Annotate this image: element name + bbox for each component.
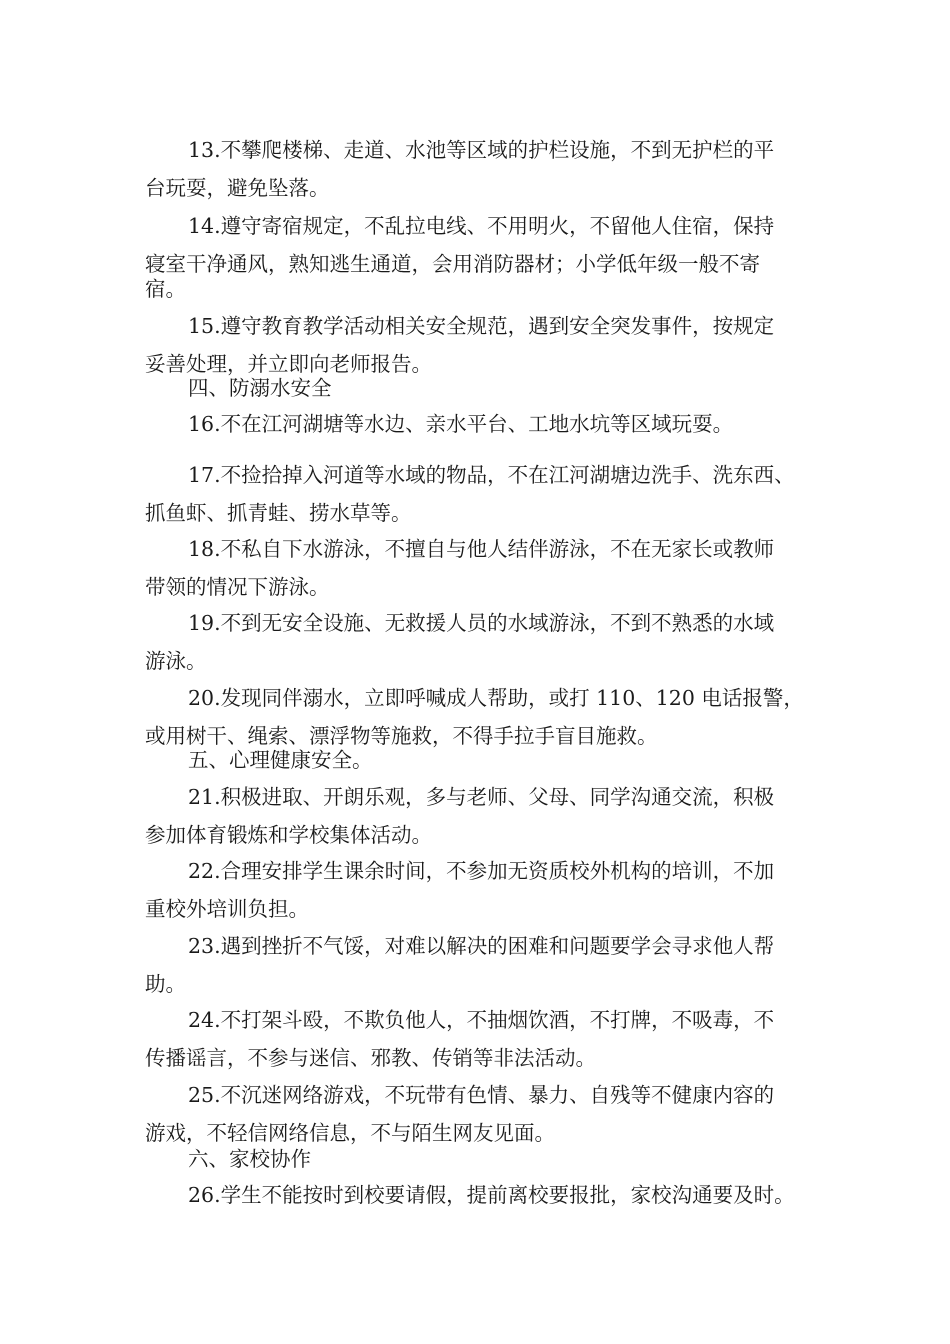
section-heading-drowning: 四、防溺水安全 — [188, 376, 332, 400]
rule-24-line-1: 24.不打架斗殴，不欺负他人，不抽烟饮酒，不打牌，不吸毒，不 — [188, 1008, 775, 1032]
rule-15-line-1: 15.遵守教育教学活动相关安全规范，遇到安全突发事件，按规定 — [188, 314, 775, 338]
rule-20-line-2: 或用树干、绳索、漂浮物等施救，不得手拉手盲目施救。 — [145, 724, 658, 748]
rule-21-line-1: 21.积极进取、开朗乐观，多与老师、父母、同学沟通交流，积极 — [188, 785, 775, 809]
rule-15-line-2: 妥善处理，并立即向老师报告。 — [145, 352, 432, 376]
rule-22-line-2: 重校外培训负担。 — [145, 897, 309, 921]
rule-22-line-1: 22.合理安排学生课余时间，不参加无资质校外机构的培训，不加 — [188, 859, 775, 883]
rule-14-line-2: 寝室干净通风，熟知逃生通道，会用消防器材；小学低年级一般不寄 — [145, 252, 760, 276]
rule-26: 26.学生不能按时到校要请假，提前离校要报批，家校沟通要及时。 — [188, 1183, 795, 1207]
rule-17-line-2: 抓鱼虾、抓青蛙、捞水草等。 — [145, 501, 412, 525]
rule-14-line-3: 宿。 — [145, 277, 186, 301]
rule-21-line-2: 参加体育锻炼和学校集体活动。 — [145, 823, 432, 847]
rule-14-line-1: 14.遵守寄宿规定，不乱拉电线、不用明火，不留他人住宿，保持 — [188, 214, 775, 238]
rule-13-line-1: 13.不攀爬楼梯、走道、水池等区域的护栏设施，不到无护栏的平 — [188, 138, 775, 162]
rule-23-line-2: 助。 — [145, 972, 186, 996]
rule-25-line-2: 游戏，不轻信网络信息，不与陌生网友见面。 — [145, 1121, 555, 1145]
rule-17-line-1: 17.不捡拾掉入河道等水域的物品，不在江河湖塘边洗手、洗东西、 — [188, 463, 795, 487]
rule-19-line-2: 游泳。 — [145, 649, 207, 673]
rule-19-line-1: 19.不到无安全设施、无救援人员的水域游泳，不到不熟悉的水域 — [188, 611, 775, 635]
rule-23-line-1: 23.遇到挫折不气馁，对难以解决的困难和问题要学会寻求他人帮 — [188, 934, 775, 958]
section-heading-mental-health: 五、心理健康安全。 — [188, 748, 373, 772]
section-heading-home-school: 六、家校协作 — [188, 1147, 311, 1171]
rule-13-line-2: 台玩耍，避免坠落。 — [145, 176, 330, 200]
rule-18-line-2: 带领的情况下游泳。 — [145, 575, 330, 599]
rule-20-line-1: 20.发现同伴溺水，立即呼喊成人帮助，或打 110、120 电话报警， — [188, 686, 804, 710]
rule-18-line-1: 18.不私自下水游泳，不擅自与他人结伴游泳，不在无家长或教师 — [188, 537, 775, 561]
rule-25-line-1: 25.不沉迷网络游戏，不玩带有色情、暴力、自残等不健康内容的 — [188, 1083, 775, 1107]
rule-24-line-2: 传播谣言，不参与迷信、邪教、传销等非法活动。 — [145, 1046, 596, 1070]
rule-16: 16.不在江河湖塘等水边、亲水平台、工地水坑等区域玩耍。 — [188, 412, 734, 436]
